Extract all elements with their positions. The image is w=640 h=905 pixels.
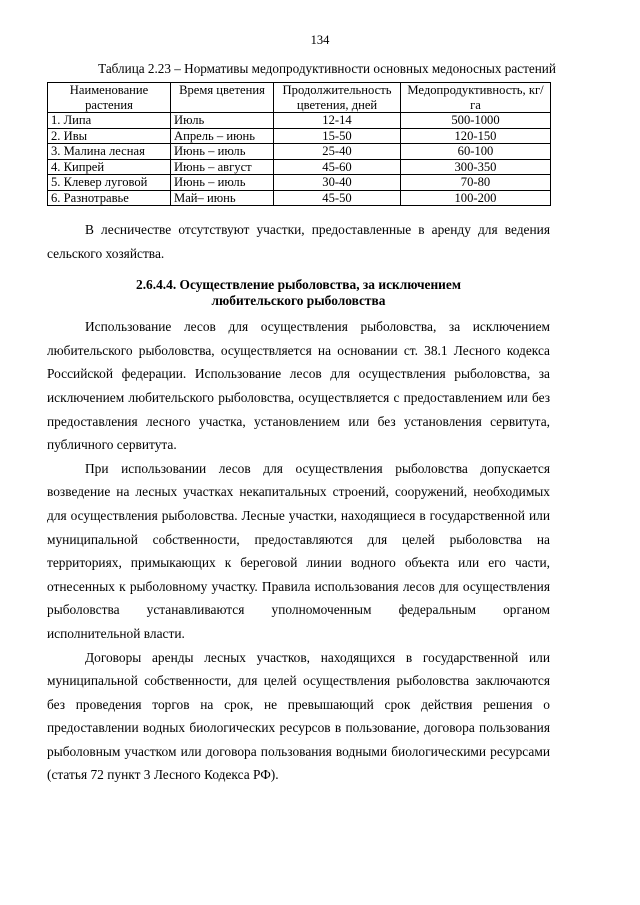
page-number: 134 — [310, 33, 330, 47]
table-row — [48, 190, 551, 206]
cell-plant-name: 4. Кипрей — [48, 159, 171, 175]
table-row — [48, 159, 551, 175]
cell-honey-productivity: 70-80 — [401, 175, 551, 191]
paragraph-lease-agreements: Договоры аренды лесных участков, находящихся в государственной или муниципальной собственности, для целей осуществления рыболовства заключаются без проведения торгов на срок, не превышающий срок действия решения о предоставлении водных биологических ресурсов в пользование, договора пользования рыболовным участком или договора пользования водными биологическими ресурсами (статья 72 пункт 3 Лесного Кодекса РФ). — [47, 649, 550, 783]
table-header-row — [48, 83, 551, 113]
table-row — [48, 175, 551, 191]
cell-flowering-time: Июнь – август — [171, 159, 274, 175]
cell-honey-productivity: 120-150 — [401, 128, 551, 144]
cell-plant-name: 1. Липа — [48, 113, 171, 129]
header-honey-productivity: Медопродуктивность, кг/га — [401, 83, 551, 113]
document-body — [47, 218, 550, 787]
header-plant-name: Наименование растения — [48, 83, 171, 113]
cell-flowering-duration: 15-50 — [274, 128, 401, 144]
cell-plant-name: 5. Клевер луговой — [48, 175, 171, 191]
section-heading — [47, 277, 550, 309]
cell-honey-productivity: 100-200 — [401, 190, 551, 206]
cell-honey-productivity: 500-1000 — [401, 113, 551, 129]
cell-flowering-duration: 45-60 — [274, 159, 401, 175]
cell-honey-productivity: 300-350 — [401, 159, 551, 175]
cell-plant-name: 6. Разнотравье — [48, 190, 171, 206]
section-heading-line-1: 2.6.4.4. Осуществление рыболовства, за исключением — [136, 277, 461, 293]
honey-productivity-table — [47, 82, 551, 206]
cell-flowering-time: Июнь – июль — [171, 175, 274, 191]
table-row — [48, 128, 551, 144]
cell-plant-name: 2. Ивы — [48, 128, 171, 144]
table-header — [48, 83, 551, 113]
cell-flowering-duration: 25-40 — [274, 144, 401, 160]
cell-flowering-time: Июнь – июль — [171, 144, 274, 160]
table-row — [48, 144, 551, 160]
cell-flowering-time: Июль — [171, 113, 274, 129]
table-caption: Таблица 2.23 – Нормативы медопродуктивности основных медоносных растений — [98, 61, 556, 76]
cell-flowering-time: Май– июнь — [171, 190, 274, 206]
section-heading-line-2: любительского рыболовства — [211, 293, 386, 309]
header-flowering-time: Время цветения — [171, 83, 274, 113]
table-body — [48, 113, 551, 206]
cell-flowering-duration: 12-14 — [274, 113, 401, 129]
cell-honey-productivity: 60-100 — [401, 144, 551, 160]
paragraph-fishing-legal-basis: Использование лесов для осуществления рыболовства, за исключением любительского рыболовства, осуществляется на основании ст. 38.1 Лесного кодекса Российской федерации. Использование лесов для осуществления рыболовства, за исключением любительского рыболовства, осуществляется с предоставлением или без предоставления лесного участка, установлением или без установления сервитута, публичного сервитута. — [47, 319, 550, 453]
cell-plant-name: 3. Малина лесная — [48, 144, 171, 160]
paragraph-fishing-structures: При использовании лесов для осуществления рыболовства допускается возведение на лесных участках некапитальных строений, сооружений, необходимых для осуществления рыболовства. Лесные участки, находящиеся в государственной или муниципальной собственности, предоставляются для целей рыболовства на территориях, примыкающих к береговой линии водного объекта или его части, отнесенных к рыболовному участку. Правила использования лесов для осуществления рыболовства устанавливаются уполномоченным федеральным органом исполнительной власти. — [47, 460, 550, 641]
paragraph-agricultural-lease: В лесничестве отсутствуют участки, предоставленные в аренду для ведения сельского хозяйства. — [47, 222, 550, 261]
cell-flowering-duration: 45-50 — [274, 190, 401, 206]
header-flowering-duration: Продолжительность цветения, дней — [274, 83, 401, 113]
table-row — [48, 113, 551, 129]
cell-flowering-time: Апрель – июнь — [171, 128, 274, 144]
cell-flowering-duration: 30-40 — [274, 175, 401, 191]
